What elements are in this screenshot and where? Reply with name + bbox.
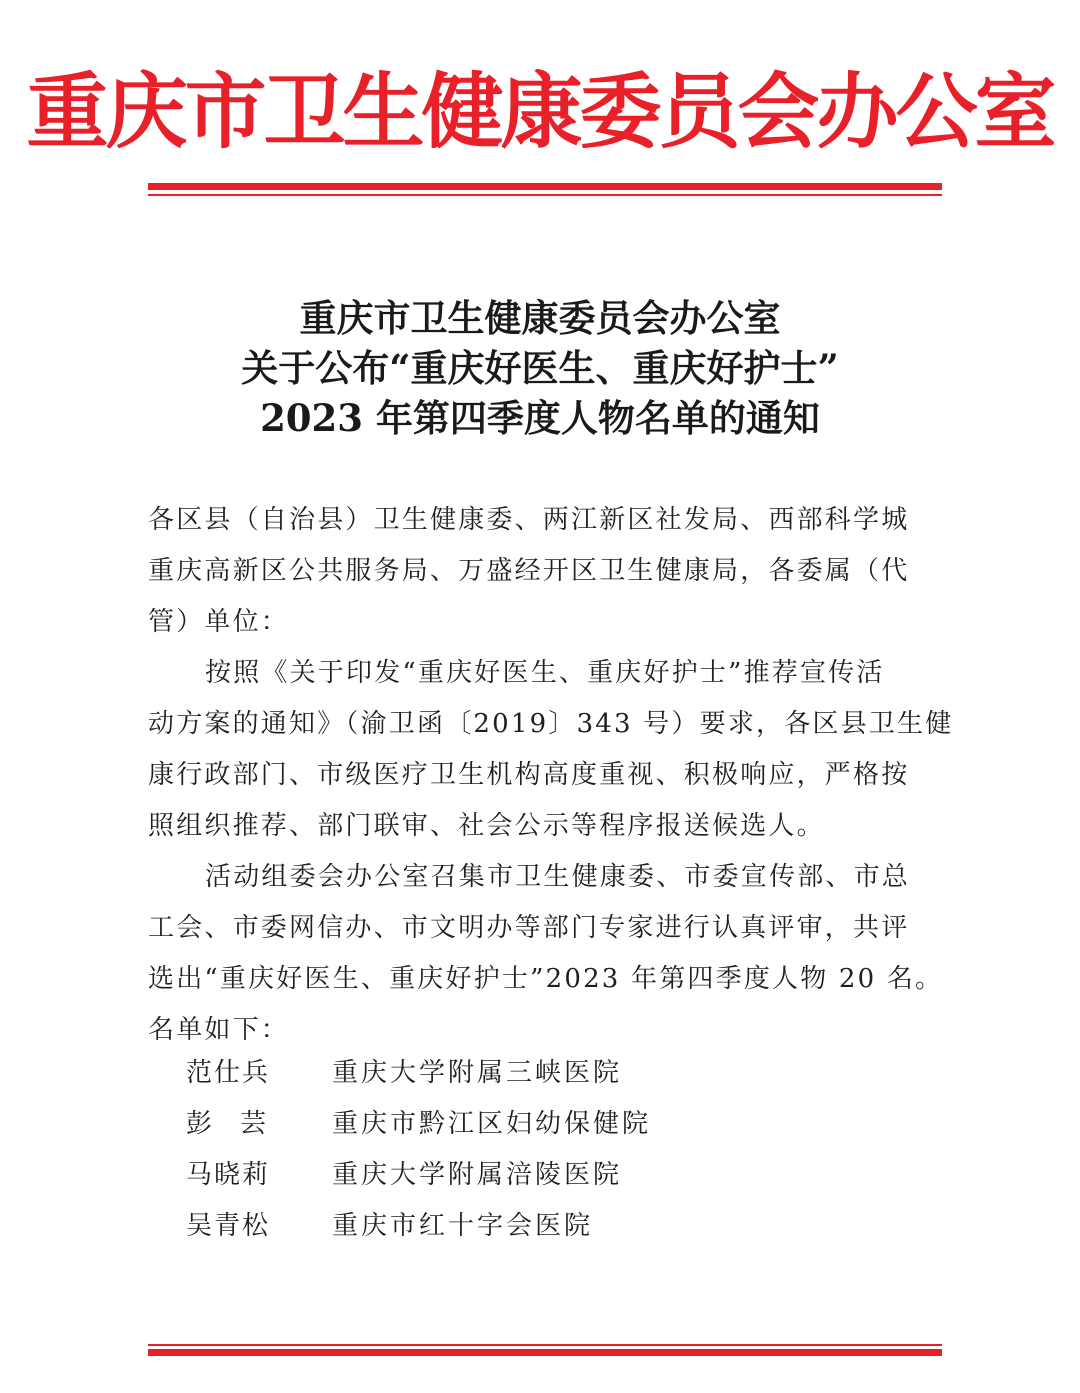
footer-rule-thick [148, 1349, 942, 1356]
paragraph-2-line-1: 活动组委会办公室召集市卫生健康委、市委宣传部、市总 [205, 862, 911, 892]
masthead-rule-thin [148, 194, 942, 196]
paragraph-2-line-3: 选出“重庆好医生、重庆好护士”2023 年第四季度人物 20 名。 [148, 964, 944, 994]
footer-rule-thin [148, 1344, 942, 1346]
recipients [148, 495, 933, 648]
document-title [0, 293, 1080, 443]
honoree-organization: 重庆市黔江区妇幼保健院 [332, 1109, 652, 1139]
paragraph-2 [148, 852, 944, 1056]
honoree-name: 吴青松 [186, 1211, 271, 1241]
paragraph-2-line-2: 工会、市委网信办、市文明办等部门专家进行认真评审，共评 [148, 913, 910, 943]
honoree-name: 彭芸 [186, 1109, 295, 1139]
document-body [148, 495, 954, 1056]
document-title-line-1: 重庆市卫生健康委员会办公室 [299, 296, 781, 340]
honoree-organization: 重庆大学附属涪陵医院 [332, 1160, 623, 1190]
list-item [186, 1048, 886, 1099]
honoree-organization: 重庆市红十字会医院 [332, 1211, 594, 1241]
masthead-rule-thick [148, 183, 942, 190]
honoree-organization: 重庆大学附属三峡医院 [332, 1058, 623, 1088]
honoree-name: 范仕兵 [186, 1058, 271, 1088]
recipients-line-1: 各区县（自治县）卫生健康委、两江新区社发局、西部科学城 [148, 505, 910, 535]
paragraph-1-line-2: 动方案的通知》（渝卫函〔2019〕343 号）要求，各区县卫生健 [148, 709, 954, 739]
recipients-line-3: 管）单位： [148, 607, 290, 637]
paragraph-1-line-3: 康行政部门、市级医疗卫生机构高度重视、积极响应，严格按 [148, 760, 910, 790]
paragraph-1 [148, 648, 954, 852]
list-item [186, 1099, 886, 1150]
list-item [186, 1201, 886, 1252]
paragraph-2-line-4: 名单如下： [148, 1015, 290, 1045]
recipients-line-2: 重庆高新区公共服务局、万盛经开区卫生健康局，各委属（代 [148, 556, 910, 586]
document-title-line-2: 关于公布“重庆好医生、重庆好护士” [241, 346, 839, 390]
honoree-name: 马晓莉 [186, 1160, 271, 1190]
paragraph-1-line-1: 按照《关于印发“重庆好医生、重庆好护士”推荐宣传活 [205, 658, 885, 688]
honoree-list [186, 1048, 886, 1252]
document-title-line-3: 2023 年第四季度人物名单的通知 [260, 396, 820, 440]
list-item [186, 1150, 886, 1201]
paragraph-1-line-4: 照组织推荐、部门联审、社会公示等程序报送候选人。 [148, 811, 825, 841]
masthead-office-name: 重庆市卫生健康委员会办公室 [26, 65, 1054, 160]
